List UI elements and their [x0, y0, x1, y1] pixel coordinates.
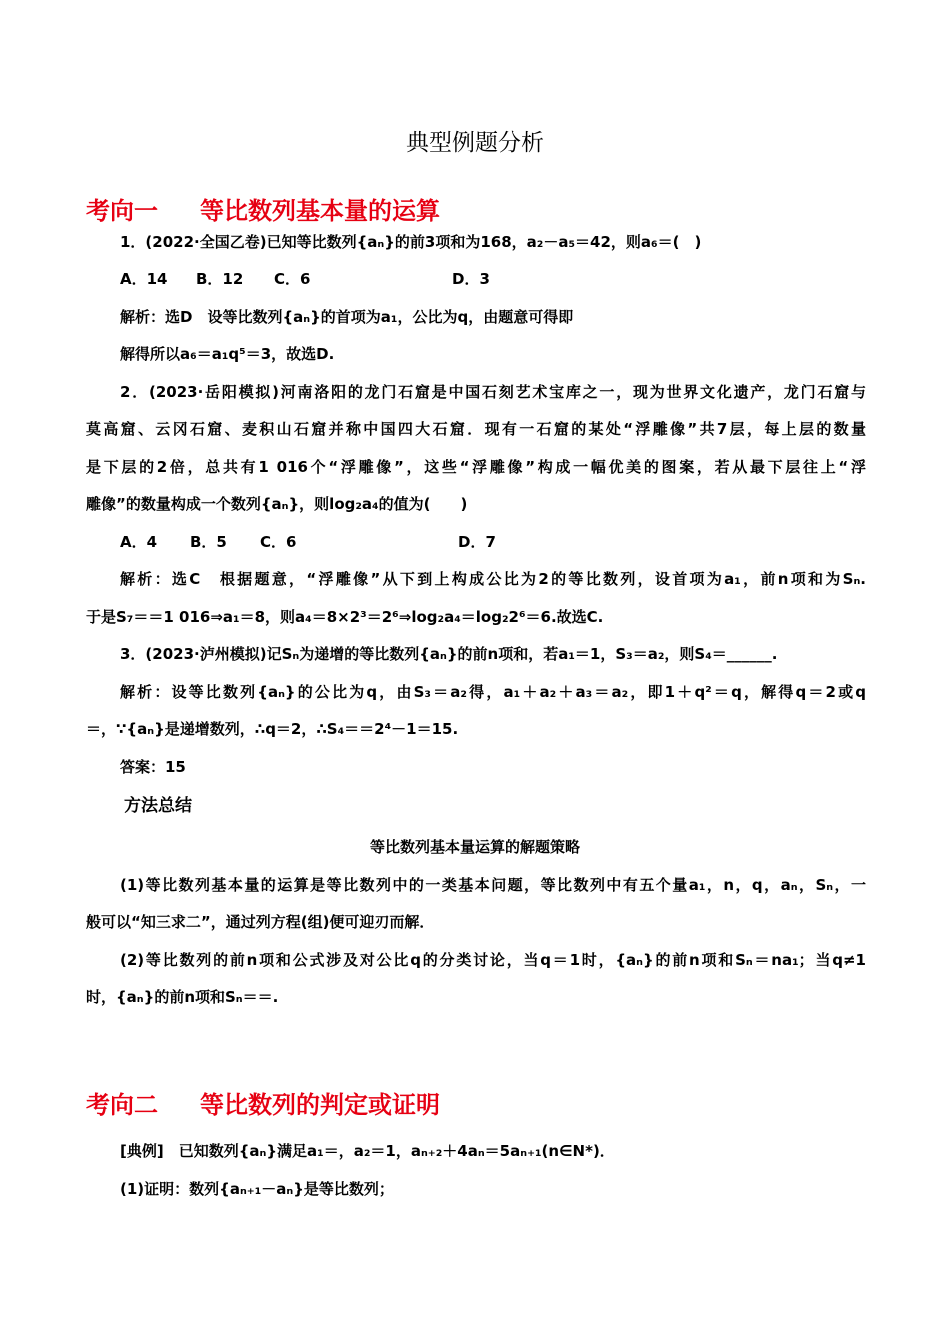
option-c: C．6 — [274, 270, 311, 288]
option-b: B．12 — [196, 270, 244, 288]
method-paragraph-1-line-2: 般可以“知三求二”，通过列方程(组)便可迎刃而解． — [86, 913, 435, 931]
question-1-solution-line-1: 解析：选D 设等比数列{aₙ}的首项为a₁，公比为q，由题意可得即 — [120, 308, 574, 326]
question-2-options — [120, 532, 866, 552]
question-3-answer: 答案：15 — [120, 758, 186, 776]
section-label: 考向一 — [86, 197, 158, 225]
section-label: 考向二 — [86, 1091, 158, 1119]
question-2-solution-line-1: 解析：选C 根据题意，“浮雕像”从下到上构成公比为2的等比数列，设首项为a₁，前n项和为Sₙ. — [120, 570, 866, 588]
question-1-solution-line-2: 解得所以a₆＝a₁q⁵＝3，故选D. — [120, 345, 335, 363]
question-2-line-2: 莫高窟、云冈石窟、麦积山石窟并称中国四大石窟．现有一石窟的某处“浮雕像”共7层，每上层的数量 — [86, 420, 866, 438]
method-paragraph-2-line-1: (2)等比数列的前n项和公式涉及对公比q的分类讨论，当q＝1时，{aₙ}的前n项和Sₙ＝na₁；当q≠1 — [120, 951, 866, 969]
example-line-2: (1)证明：数列{aₙ₊₁－aₙ}是等比数列； — [120, 1180, 394, 1198]
method-paragraph-1-line-1: (1)等比数列基本量的运算是等比数列中的一类基本问题，等比数列中有五个量a₁，n，q，aₙ，Sₙ，一 — [120, 876, 866, 894]
method-paragraph-2-line-2: 时，{aₙ}的前n项和Sₙ＝＝. — [86, 988, 279, 1006]
option-d: D．3 — [452, 270, 490, 288]
option-a: A．14 — [120, 270, 168, 288]
section-heading-1 — [86, 191, 440, 226]
example-line-1: [典例] 已知数列{aₙ}满足a₁＝，a₂＝1，aₙ₊₂＋4aₙ＝5aₙ₊₁(n∈N*)． — [120, 1142, 615, 1160]
section-heading-2 — [86, 1085, 440, 1120]
option-c: C．6 — [260, 533, 297, 551]
section-title: 等比数列基本量的运算 — [200, 197, 440, 225]
option-b: B．5 — [190, 533, 227, 551]
question-2-solution-line-2: 于是S₇＝＝1 016⇒a₁＝8，则a₄＝8×2³＝2⁶⇒log₂a₄＝log₂2⁶＝6.故选C. — [86, 608, 604, 626]
question-2-line-4: 雕像”的数量构成一个数列{aₙ}，则log₂a₄的值为( ) — [86, 495, 468, 513]
option-d: D．7 — [458, 533, 496, 551]
option-a: A．4 — [120, 533, 158, 551]
question-1-stem: 1．(2022·全国乙卷)已知等比数列{aₙ}的前3项和为168，a₂－a₅＝42，则a₆＝( ) — [120, 233, 702, 251]
question-3-solution-line-2: ＝，∵{aₙ}是递增数列，∴q＝2，∴S₄＝＝2⁴－1＝15. — [86, 720, 459, 738]
question-1-options — [120, 269, 866, 289]
section-title: 等比数列的判定或证明 — [200, 1091, 440, 1119]
question-3-stem: 3．(2023·泸州模拟)记Sₙ为递增的等比数列{aₙ}的前n项和，若a₁＝1，S₃＝a₂，则S₄＝______. — [120, 645, 778, 663]
question-3-solution-line-1: 解析：设等比数列{aₙ}的公比为q，由S₃＝a₂得，a₁＋a₂＋a₃＝a₂，即1＋q²＝q，解得q＝2或q — [120, 683, 866, 701]
page-title: 典型例题分析 — [406, 130, 544, 156]
question-2-line-1: 2．(2023·岳阳模拟)河南洛阳的龙门石窟是中国石刻艺术宝库之一，现为世界文化遗产，龙门石窟与 — [120, 383, 866, 401]
method-subtitle: 等比数列基本量运算的解题策略 — [369, 838, 580, 856]
method-heading: 方法总结 — [124, 796, 192, 816]
question-2-line-3: 是下层的2倍，总共有1 016个“浮雕像”，这些“浮雕像”构成一幅优美的图案，若从最下层往上“浮 — [86, 458, 866, 476]
